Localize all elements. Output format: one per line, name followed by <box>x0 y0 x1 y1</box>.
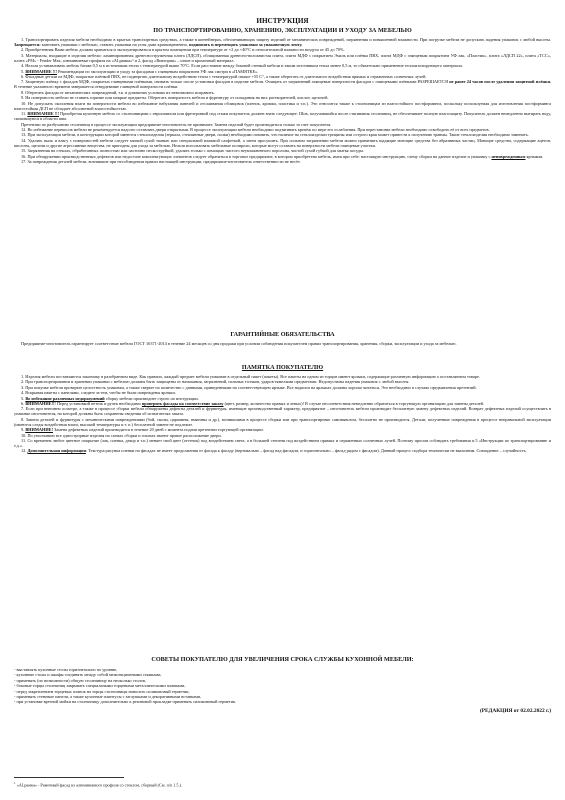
footnote <box>14 781 182 787</box>
memo-item-7: 7. Если при внешнем осмотре, а также в процессе сборки мебели обнаружены дефекты деталей и фурнитуры, имеющие производственный характер, предприятие – изготовитель мебели производит бесплатную замену дефектных изделий. Возврат дефектных изделий осуществлять в упаковке изготовителя, на которой должны быть сохранены сведения об испытателях заказа. <box>14 406 551 417</box>
instruction-item-14: 14. Удалять пыль и влагу с поверхностей мебели следует мягкой сухой тканью или специальной влажной салфеткой, а затем просушить. При сильном загрязнении мебели можно применять щадящие моющие средства без абразивных частиц. Моющие средства, содержащие ацетон, кислоты, щелочи и другие агрессивные вещества, не пригодны для ухода за мебелью. Нельзя использовать мебельные полироли, которые могут оставить на поверхности мебели глянцевые участки. <box>14 137 551 148</box>
footnote-text: «АLрамка» - Рамочный фасад из алюминиевого профиля со стеклом, сборный (См. п/п 1.5.). <box>16 782 182 788</box>
guarantee-section <box>14 341 551 346</box>
instruction-item-3: 3. Материалы, входящие в изделия мебели: ламинированная древесностружечная плита (ЛДСП), облицованная древесно-волокнистая плита, плита МДФ с покрытием Эмаль или плёнка ПВХ, плита МДФ с глянцевым покрытием УФ лак, «Пластик», плита «ЛДСП 22», плита «ТСС», плита «FM» - Fender Max, алюминиевые профиля на «АLрамка»¹ и 2, фасад «Виктория» – шпон и кромочный материал. <box>14 52 551 63</box>
memo-item-12: 12. Дополнительная информация: Текстура рисунка пленки на фасадах не имеет продолжения от фасада к фасаду (вертикально – фасад над фасадом, и горизонтально – фасад рядом с фасадом). Данный процесс подбора технически не выполним. Совпадение – случайность. <box>21 448 527 454</box>
instruction-item-7: 7. Защитную плёнку с фасадов МДФ, покрытых глянцевыми плёнками, снимать только после установки фасадов в изделие мебели. Очищать от загрязнений глянцевые поверхности фасадов с глянцевыми плёнками РАЗРЕШАЕТСЯ не ранее 24 часов после удаления защитной плёнки. В течение указанного времени завершается отвердевание глянцевой поверхности плёнки. <box>14 79 551 90</box>
memo-item-1: 1. Изделия мебели поставляются заказчику в разобранном виде. Как правило, каждый предмет мебели упакован в отдельный пакет (пакеты). Все пакеты на одном из торцов имеют ярлыки, содержащие различную информацию о поставляемом товаре. <box>21 374 480 379</box>
memo-item-6: 6. ВНИМАНИЕ!!! Перед установкой петель и ручек необходимо проверить фасады на соответствие заказу (цвет, размер, количество правых и левых)! В случае несоответствия немедленно обратиться в торгующую организацию для замены деталей. <box>21 400 485 406</box>
instruction-item-17: 17. За повреждения деталей мебели, возникшие при несоблюдении правил настоящей инструкции, предприятие-изготовитель ответственности не несёт. <box>21 158 301 164</box>
tip-item: - перед закреплением торцевых планок на торцы столешницы наносить силиконовый герметик; <box>14 688 190 694</box>
instruction-item-16: 16. При обнаружении производственных дефектов или недостаче комплектующих элементов следует обратиться в торговое предприятие, в котором приобретена мебель, имея при себе: настоящую инструкцию, схему сборки на данное изделие и упаковку с неповрежденным ярлыком. <box>21 153 544 159</box>
tip-item: - боковые торцы столешниц закрывать специальными торцевыми металлическими планками, <box>14 683 186 689</box>
memo-item-11: 11. Со временем любое цветное покрытие (лак, пленка, декор и т.п.) меняет свой цвет (оттенок) под воздействием света, а в большей степени под воздействием прямых и отраженных солнечных лучей. Поэтому просим соблюдать требования п.5 «Инструкции по транспортированию и т.д.». <box>14 438 551 449</box>
memo-item-8: 8. Замена деталей и фурнитуры с механическими повреждениями (бой, сколы, царапины, вмятины и др.), возникшими в процессе сборки или при транспортировке самовывозом, бесплатно не производится. Детали, полученные повреждения в процессе неправильной эксплуатации (имеются следы воздействия влаги, высокой температуры и т. п.) бесплатной замене не подлежат. <box>14 416 551 427</box>
tip-item: - применять стеновые панели, а также кухонные плинтусы с заглушками и декоративными вставками, <box>14 693 202 699</box>
instruction-item-1: 1. Транспортировать изделия мебели необходимо в крытых транспортных средствах, а также в контейнерах, обеспечивающих защиту изделий от механических повреждений, загрязнения и повышенной влажности. При погрузке мебели не допускать падения упаковок с любой высоты. Запрещается: кантовать упаковки с мебелью, ставить упаковки на углы даже кратковременно, поднимать и перемещать упаковки за упаковочную ленту. <box>14 37 551 48</box>
instruction-item-11: 11. ВНИМАНИЕ !!! Приобретая кухонную мебель со столешницами с евроzапилом или фрезеровкой под стыки покупатель должен знать следующее. Шов, получившийся после стягивания столешниц, не обеспечивает полную влагозащиту. Покупатель должен немедленно вытирать воду, скопившуюся в области шва. <box>14 111 552 122</box>
tips-title: СОВЕТЫ ПОКУПАТЕЛЮ ДЛЯ УВЕЛИЧЕНИЯ СРОКА СЛУЖБЫ КУХОННОЙ МЕБЕЛИ: <box>151 656 414 663</box>
tip-item: - выставлять кухонные столы горизонтально по уровню, <box>14 667 118 672</box>
instruction-item-8: 8. Оберегать фасады от механических повреждений, т.к. в домашних условиях их невозможно исправить. <box>21 89 215 95</box>
instruction-item-9: 9. На поверхность мебели не ставить горячие или мокрые предметы. Оберегать поверхность мебели и фурнитуру от попадания на них растворителей, кислот, щелочей. <box>21 95 329 101</box>
instruction-item-15: 15. Загрязнения на стеклах, обработанных полностью или частично пескоструйкой, удалять только с помощью чистого неувлажненного поролона, чистой сухой губкой для мытья посуды. <box>21 148 365 154</box>
instruction-item-6: 6. Фасадные детали из МДФ, покрытые плёнкой ПВХ, не подвергать длительному воздействию тепла с температурой свыше +55 С°, а также оберегать от длительного воздействия прямых и отраженных солнечных лучей. <box>21 74 427 80</box>
instruction-item-12: 12. Во избежание перекосов мебели не рекомендуется надолго оставлять двери открытыми. В процессе эксплуатации мебели необходимо подтягивать крепёж по мере его ослабления. При перестановке мебели необходимо освободить её от всех предметов. <box>21 126 490 132</box>
instruction-item-11-note: Претензии по разбуханию столешниц в процессе эксплуатации предприятие-изготовитель не принимает. Замена изделий будет производиться только за счет покупателя. <box>21 121 332 127</box>
tip-item: - применять (по возможности) общую столешницу на несколько столов, <box>14 677 146 683</box>
instruction-item-13: 13. При эксплуатации мебели, в конструкции которой имеются стеклоизделия (зеркала, стеклянные двери, полки) необходимо помнить, что наличие на стеклоизделии трещины или острого края может привести к получению травмы. Такие стеклоизделия необходимо заменить. <box>21 132 529 138</box>
instruction-list <box>14 37 551 164</box>
footnote-divider <box>14 777 124 778</box>
edition-date: (РЕДАКЦИЯ от 02.02.2022 г.) <box>479 708 551 714</box>
instruction-item-2: 2. Приобретенная Вами мебель должна храниться и эксплуатироваться в крытом помещении при температуре от +2 до +40°С и относительной влажности воздуха от 45 до 70%. <box>21 47 345 53</box>
tips-list <box>14 667 551 705</box>
guarantee-title: ГАРАНТИЙНЫЕ ОБЯЗАТЕЛЬСТВА <box>230 331 335 338</box>
tip-item: - при установке врезной мойки на столешницу дополнительно к резиновой прокладке применять силиконовый герметик. <box>14 699 237 705</box>
memo-item-3: 3. При покупке мебели проверьте целостность упаковки, а также сверьте их количество с данными, приведенными на соответствующем ярлыке. Все надписи на ярлыках должны хорошо читаться. Это необходимо в случаях предъявления претензий. <box>21 384 477 390</box>
memo-item-5: 5. Во избежание различных недоразумений сборку мебели производите строго по инструкции. <box>21 395 199 401</box>
memo-item-9: 9. ВНИМАНИЕ! Замена дефектных изделий производится в течение 20 дней с момента подачи претензии торгующей организации. <box>21 427 264 433</box>
memo-item-4: 4. Вскрывая пакеты с панелями, следите за тем, чтобы не были повреждены ярлыки. <box>21 390 176 396</box>
instruction-item-4: 4. Нельзя устанавливать мебель ближе 0,5 м к источникам тепла с температурой выше 70°С. Если расстояние между боковой стенкой мебели и таким источником тепла менее 0,5 м, то обязательно применение теплоизолирующего материала. <box>21 63 463 69</box>
memo-title: ПАМЯТКА ПОКУПАТЕЛЮ <box>241 364 324 371</box>
memo-list <box>14 374 551 454</box>
memo-item-2: 2. При транспортировании и хранении упаковки с мебелью должны быть защищены от намокания, загрязнений, сильных толчков, ударов тяжелыми предметами. Недопустимы падения упаковок с любой высоты. <box>21 379 410 385</box>
page-title: ИНСТРУКЦИЯ <box>256 17 309 25</box>
instruction-item-5: 5. ВНИМАНИЕ !!! Рекомендации по эксплуатации и уходу за фасадами с глянцевым покрытием УФ лак смотри в «ПАМЯТКЕ». <box>21 68 259 74</box>
tip-item: - кухонные столы и шкафы соединять между собой межсекционными стяжками, <box>14 672 162 678</box>
page-subtitle: ПО ТРАНСПОРТИРОВАНИЮ, ХРАНЕНИЮ, ЭКСПЛУАТАЦИИ И УХОДУ ЗА МЕБЕЛЬЮ <box>153 27 412 34</box>
instruction-item-10: 10. Не допускать скопления влаги на поверхности мебели во избежание набухания панелей и отслаивания облицовок (пленок, кромки, пластика и т.п.). Это относится также к столешницам из влагостойкого постформинга, поскольку используемая для изготовления постформинга влагостойкая ДСП не обладает абсолютной влагостойкостью. <box>14 100 551 111</box>
memo-item-10: 10. По умолчанию все однострорные изделия на схемах сборки и эскизах имеют правое расположение двери. <box>21 432 222 438</box>
footnote-mark: 1 <box>14 781 16 785</box>
guarantee-text: Предприятие-изготовитель гарантирует соответствие мебели ГОСТ 16371-2014 в течение 24 месяцев со дня продажи при условии соблюдения покупателем правил транспортирования, хранения, сборки, эксплуатации и ухода за мебелью. <box>21 341 457 346</box>
